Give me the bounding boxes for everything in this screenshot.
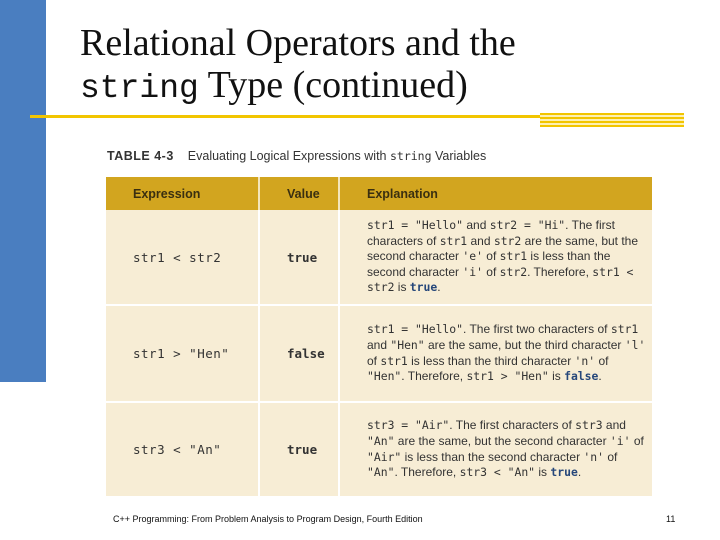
- explanation-text: . The first two characters of: [463, 322, 611, 337]
- code-fragment: str1 > "Hen": [466, 369, 549, 384]
- table-number: TABLE 4-3: [107, 149, 174, 163]
- explanation-text: . Therefore,: [394, 465, 460, 480]
- page-number: 11: [666, 514, 676, 524]
- code-fragment: "An": [367, 433, 395, 448]
- title-underline-block: [540, 113, 684, 127]
- code-fragment: 'e': [462, 249, 483, 264]
- code-fragment: str1 < str2: [367, 264, 634, 295]
- explanation-text: .: [577, 465, 582, 480]
- explanation-text: of: [595, 353, 609, 368]
- table-row: [106, 402, 652, 497]
- explanation-text: .: [437, 280, 441, 295]
- value-cell: false: [259, 305, 339, 402]
- code-fragment: true: [409, 280, 438, 295]
- explanation-text: and: [463, 218, 490, 233]
- code-fragment: "Air": [367, 449, 402, 464]
- explanation-text: is: [394, 280, 410, 295]
- explanation-text: and: [367, 337, 391, 352]
- left-accent-bar: [0, 0, 46, 382]
- code-fragment: 'n': [574, 353, 596, 368]
- expression-cell: str3 < "An": [106, 402, 259, 497]
- explanation-text: is less than the second character: [367, 249, 611, 279]
- table-caption-text-end: Variables: [431, 149, 487, 163]
- explanation-text: of: [482, 264, 500, 279]
- code-fragment: "Hen": [367, 369, 402, 384]
- explanation-text: and: [602, 418, 626, 433]
- table-header-row: [106, 177, 652, 210]
- slide-title-rest: Type (continued): [198, 64, 468, 106]
- explanation-text: .: [598, 369, 602, 384]
- slide-title: [80, 22, 516, 110]
- explanation-cell: [339, 210, 652, 305]
- table-caption: [107, 149, 486, 163]
- code-fragment: str1 = "Hello": [367, 218, 464, 233]
- header-value: Value: [259, 177, 339, 210]
- expressions-table: [106, 177, 652, 498]
- code-fragment: str2: [499, 264, 528, 279]
- slide-title-code: string: [80, 70, 199, 107]
- explanation-text: . Therefore,: [527, 264, 593, 279]
- header-explanation: Explanation: [339, 177, 652, 210]
- explanation-cell: [339, 305, 652, 402]
- code-fragment: str2 = "Hi": [489, 218, 566, 233]
- explanation-text: . Therefore,: [401, 369, 467, 384]
- value-cell: true: [259, 402, 339, 497]
- value-cell: true: [259, 210, 339, 305]
- code-fragment: "An": [367, 465, 395, 480]
- explanation-text: of: [603, 449, 618, 464]
- explanation-text: of: [367, 353, 381, 368]
- header-expression: Expression: [106, 177, 259, 210]
- explanation-text: is: [548, 369, 565, 384]
- code-fragment: false: [564, 369, 599, 384]
- code-fragment: 'n': [583, 449, 604, 464]
- slide-footer: C++ Programming: From Problem Analysis to Program Design, Fourth Edition: [113, 514, 423, 524]
- explanation-text: are the same, but the second character: [394, 433, 610, 448]
- title-underline: [30, 115, 540, 118]
- table-caption-code: string: [389, 149, 432, 163]
- explanation-text: are the same, but the second character: [367, 233, 639, 264]
- explanation-cell: [339, 402, 652, 497]
- explanation-text: is less than the second character: [401, 449, 584, 464]
- slide-title-line1: Relational Operators and the: [80, 22, 516, 64]
- code-fragment: 'i': [462, 264, 483, 279]
- table-caption-text: Evaluating Logical Expressions with: [187, 149, 390, 163]
- explanation-text: . The first characters of: [449, 418, 576, 433]
- code-fragment: str1: [439, 233, 468, 248]
- code-fragment: true: [550, 465, 578, 480]
- explanation-text: is: [535, 465, 551, 480]
- code-fragment: str3 < "An": [459, 465, 536, 480]
- explanation-text: is less than the third character: [407, 353, 575, 368]
- code-fragment: "Hen": [390, 337, 425, 352]
- code-fragment: 'i': [609, 433, 631, 448]
- expression-cell: str1 < str2: [106, 210, 259, 305]
- code-fragment: 'l': [624, 337, 646, 352]
- code-fragment: str1: [499, 249, 528, 264]
- code-fragment: str1: [610, 322, 639, 337]
- expression-cell: str1 > "Hen": [106, 305, 259, 402]
- code-fragment: str3 = "Air": [367, 418, 450, 433]
- explanation-text: and: [467, 233, 494, 248]
- explanation-text: of: [630, 433, 644, 448]
- table-row: [106, 210, 652, 305]
- explanation-text: are the same, but the third character: [424, 337, 625, 352]
- explanation-text: of: [482, 249, 500, 264]
- slide-title-line2: [80, 64, 516, 110]
- table-row: [106, 305, 652, 402]
- explanation-text: . The first characters of: [367, 218, 615, 248]
- code-fragment: str2: [493, 233, 522, 248]
- code-fragment: str1 = "Hello": [367, 322, 464, 337]
- code-fragment: str3: [575, 418, 603, 433]
- code-fragment: str1: [380, 353, 408, 368]
